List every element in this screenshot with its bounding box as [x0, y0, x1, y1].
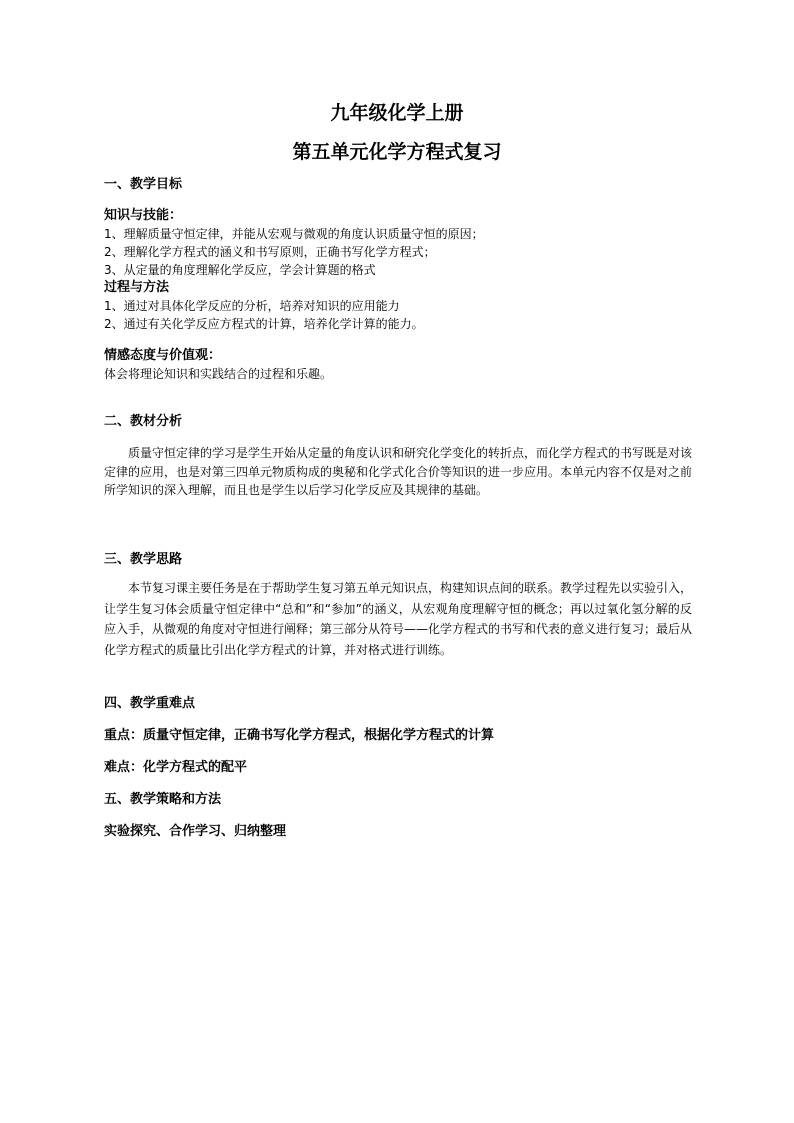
- document-title: 九年级化学上册: [330, 102, 464, 124]
- strategies-methods-text: 实验探究、合作学习、归纳整理: [104, 824, 287, 839]
- document-subtitle: 第五单元化学方程式复习: [292, 141, 502, 163]
- process-item-1: 1、通过对具体化学反应的分析，培养对知识的应用能力: [104, 299, 400, 313]
- difficult-points-text: 难点：化学方程式的配平: [104, 760, 248, 775]
- emotion-values-text: 体会将理论知识和实践结合的过程和乐趣。: [104, 367, 333, 381]
- section-4-heading: 四、教学重难点: [104, 696, 196, 711]
- teaching-approach-paragraph: 本节复习课主要任务是在于帮助学生复习第五单元知识点，构建知识点间的联系。教学过程先以实验引入，让学生复习体会质量守恒定律中“总和”和“参加”的涵义，从宏观角度理解守恒的概念；再以过氧化氢分解的反应入手，从微观的角度对守恒进行阐释；第三部分从符号——化学方程式的书写和代表的意义进行复习；最后从化学方程式的质量比引出化学方程式的计算，并对格式进行训练。: [104, 581, 693, 657]
- textbook-analysis-paragraph: 质量守恒定律的学习是学生开始从定量的角度认识和研究化学变化的转折点，而化学方程式的书写既是对该定律的应用，也是对第三四单元物质构成的奥秘和化学式化合价等知识的进一步应用。本单元内容不仅是对之前所学知识的深入理解，而且也是学生以后学习化学反应及其规律的基础。: [104, 446, 693, 497]
- knowledge-skills-heading: 知识与技能：: [104, 208, 183, 223]
- knowledge-item-1: 1、理解质量守恒定律，并能从宏观与微观的角度认识质量守恒的原因；: [104, 227, 484, 241]
- process-methods-heading: 过程与方法: [104, 280, 170, 295]
- section-5-heading: 五、教学策略和方法: [104, 792, 222, 807]
- section-2-heading: 二、教材分析: [104, 414, 183, 429]
- section-3-heading: 三、教学思路: [104, 552, 183, 567]
- emotion-values-heading: 情感态度与价值观：: [104, 348, 222, 363]
- knowledge-item-3: 3、从定量的角度理解化学反应，学会计算题的格式: [104, 263, 376, 277]
- key-points-text: 重点：质量守恒定律，正确书写化学方程式，根据化学方程式的计算: [104, 728, 495, 743]
- process-item-2: 2、通过有关化学反应方程式的计算，培养化学计算的能力。: [104, 317, 424, 331]
- section-1-heading: 一、教学目标: [104, 177, 183, 192]
- knowledge-item-2: 2、理解化学方程式的涵义和书写原则，正确书写化学方程式；: [104, 245, 436, 259]
